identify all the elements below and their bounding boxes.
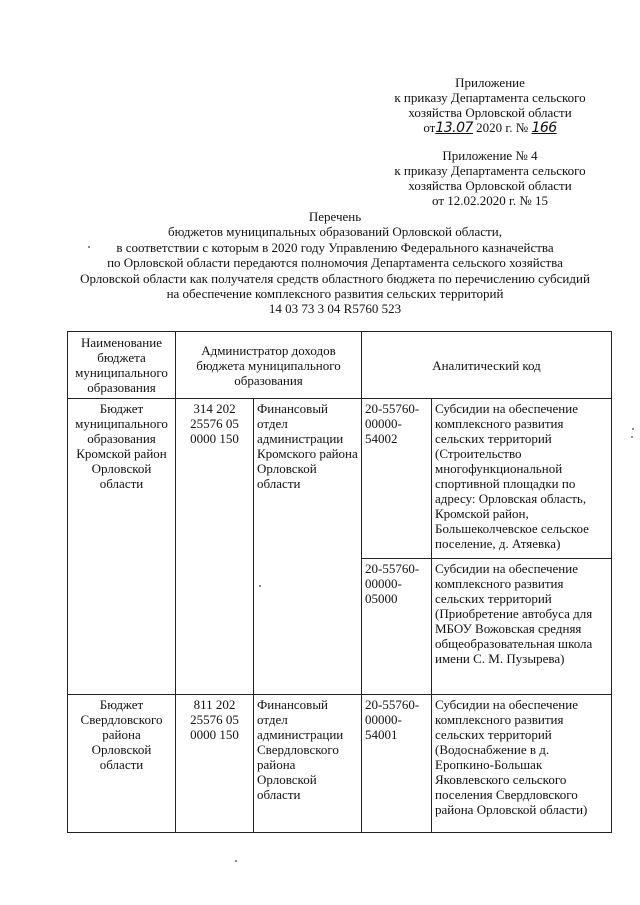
scan-speck [235,860,237,862]
scan-speck [88,246,90,248]
list-title-block [50,209,620,317]
admin-name-cell: Финансовый отдел администрации Кромского района Орловской области [254,399,362,695]
list-line: на обеспечение комплексного развития сельских территорий [166,286,504,302]
admin-name-cell: Финансовый отдел администрации Свердловского района Орловской области [254,695,362,833]
budget-name-cell: Бюджет Свердловского района Орловской области [68,695,176,833]
appendix4-header [370,148,610,208]
header-budget-name: Наименование бюджета муниципального образования [68,332,176,399]
appendix-to-order: к приказу Департамента сельского [394,90,586,105]
appendix4-to-order: к приказу Департамента сельского [394,163,586,178]
list-line: бюджетов муниципальных образований Орловской области, [168,224,502,240]
analytic-desc-cell: Субсидии на обеспечение комплексного развития сельских территорий (Водоснабжение в д. Еропкино-Большак Яковлевского сельского поселения Свердловского района Орловской области) [432,695,612,833]
table-header-row [68,332,612,399]
admin-code-cell: 314 202 25576 05 0000 150 [176,399,254,695]
appendix-date-year: 2020 г. № [476,120,529,135]
table-row [68,695,612,833]
list-line: в соответствии с которым в 2020 году Управлению Федерального казначейства [116,239,554,255]
header-code: Аналитический код [362,332,612,399]
appendix-header [370,75,610,136]
table-row [68,399,612,559]
analytic-code-cell: 20-55760-00000-54002 [362,399,432,559]
analytic-code-cell: 20-55760-00000-05000 [362,559,432,695]
appendix-title: Приложение [455,75,525,90]
scan-speck [632,428,634,430]
appendix4-title: Приложение № 4 [442,148,538,163]
scan-speck [631,436,633,438]
list-line: по Орловской области передаются полномочия Департамента сельского хозяйства [107,255,563,271]
appendix4-dept: хозяйства Орловской области [408,178,572,193]
admin-code-cell: 811 202 25576 05 0000 150 [176,695,254,833]
handwritten-date: 13.07 [435,120,473,136]
budget-name-cell: Бюджет муниципального образования Кромской район Орловской области [68,399,176,695]
header-admin: Администратор доходов бюджета муниципального образования [176,332,362,399]
analytic-code-cell: 20-55760-00000-54001 [362,695,432,833]
list-line: Орловской области как получателя средств областного бюджета по перечислению субсидий [80,270,590,286]
list-code: 14 03 73 3 04 R5760 523 [268,301,402,317]
analytic-desc-cell: Субсидии на обеспечение комплексного развития сельских территорий (Приобретение автобуса для МБОУ Вожовская средняя общеобразовательная школа имени С. М. Пузырева) [432,559,612,695]
handwritten-number: 166 [531,120,557,136]
appendix-date-prefix: от [423,120,436,135]
budgets-table [67,331,612,833]
appendix-dept: хозяйства Орловской области [408,105,572,120]
appendix-date-line [370,120,610,136]
analytic-desc-cell: Субсидии на обеспечение комплексного развития сельских территорий (Строительство многофункциональной спортивной площадки по адресу: Орловская область, Кромской район, Большеколчевское сельское поселение, д. Атяевка) [432,399,612,559]
scan-speck [259,585,261,587]
appendix4-date: от 12.02.2020 г. № 15 [431,193,549,208]
list-heading: Перечень [308,209,362,224]
